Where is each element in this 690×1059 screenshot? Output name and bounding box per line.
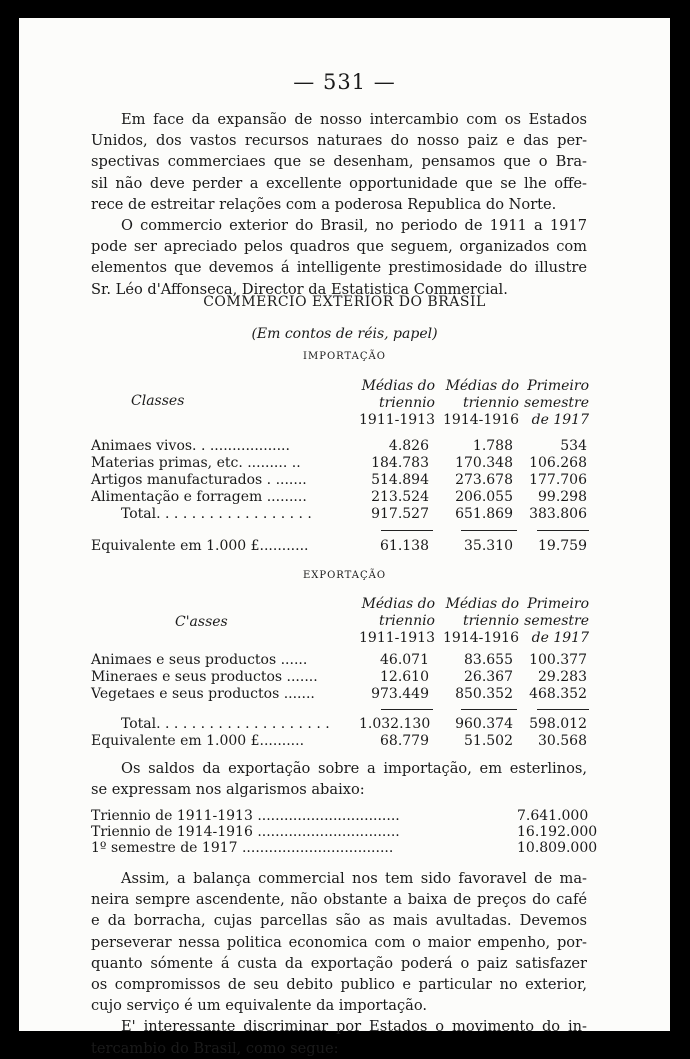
saldos-paragraph xyxy=(91,758,587,800)
section-title: COMMERCIO EXTERIOR DO BRASIL xyxy=(203,294,486,310)
text-line: perseverar nessa politica economica com o maior empenho, por- xyxy=(91,933,587,951)
table-rule xyxy=(461,530,517,531)
export-heading: EXPORTAÇÃO xyxy=(302,570,387,581)
text-line: pode ser apreciado pelos quadros que seguem, organizados com xyxy=(91,238,587,256)
table-rule xyxy=(537,530,589,531)
text-line: O commercio exterior do Brasil, no periodo de 1911 a 1917 xyxy=(121,217,587,235)
document-page xyxy=(19,18,670,1057)
column-header-classes: C'asses xyxy=(175,614,228,630)
table-row: 1º semestre de 1917 .................................. 10.809.000 xyxy=(91,840,598,856)
import-heading: IMPORTAÇÃO xyxy=(303,351,386,362)
column-header-2: Médias do triennio 1914-1916 xyxy=(443,596,519,646)
text-line: tercambio do Brasil, como segue: xyxy=(91,1039,339,1057)
text-line: Em face da expansão de nosso intercambio com os Estados xyxy=(121,111,587,128)
table-row-equivalent: Equivalente em 1.000 £.......... 68.779 51.502 30.568 xyxy=(91,733,587,749)
table-row: Triennio de 1911-1913 ................................ 7.641.000 xyxy=(91,808,589,824)
section-subtitle: (Em contos de réis, papel) xyxy=(251,326,438,342)
column-header-2: Médias do triennio 1914-1916 xyxy=(443,378,519,428)
page-number: — 531 — xyxy=(293,70,396,94)
text-line: E' interessante discriminar por Estados o movimento do in- xyxy=(121,1018,587,1036)
text-line: se expressam nos algarismos abaixo: xyxy=(91,781,365,799)
text-line: Assim, a balança commercial nos tem sido favoravel de ma- xyxy=(121,870,587,887)
table-row: Vegetaes e seus productos ....... 973.449 850.352 468.352 xyxy=(91,686,587,702)
intro-paragraph xyxy=(91,109,587,300)
closing-paragraph xyxy=(91,868,587,1059)
table-rule xyxy=(537,709,589,710)
table-row-total: Total. . . . . . . . . . . . . . . . . . 917.527 651.869 383.806 xyxy=(121,506,587,522)
text-line: neira sempre ascendente, não obstante a baixa de preços do café xyxy=(91,891,587,909)
text-line: Os saldos da exportação sobre a importação, em esterlinos, xyxy=(121,760,587,777)
text-line: Unidos, dos vastos recursos naturaes do nosso paiz e das per- xyxy=(91,132,587,150)
text-line: spectivas commerciaes que se desenham, pensamos que o Bra- xyxy=(91,153,587,171)
table-row: Animaes e seus productos ...... 46.071 83.655 100.377 xyxy=(91,652,587,668)
text-line: rece de estreitar relações com a poderosa Republica do Norte. xyxy=(91,195,557,213)
table-row: Alimentação e forragem ......... 213.524 206.055 99.298 xyxy=(91,489,587,505)
table-row-equivalent: Equivalente em 1.000 £........... 61.138 35.310 19.759 xyxy=(91,538,587,554)
column-header-classes: Classes xyxy=(131,393,185,409)
text-line: e da borracha, cujas parcellas são as mais avultadas. Devemos xyxy=(91,912,587,930)
text-line: Sr. Léo d'Affonseca, Director da Estatistica Commercial. xyxy=(91,280,508,298)
table-row: Materias primas, etc. ......... .. 184.783 170.348 106.268 xyxy=(91,455,587,471)
text-line: quanto sómente á custa da exportação poderá o paiz satisfazer xyxy=(91,954,587,972)
text-line: elementos que devemos á intelligente prestimosidade do illustre xyxy=(91,259,587,277)
text-line: cujo serviço é um equivalente da importação. xyxy=(91,997,428,1015)
table-rule xyxy=(461,709,517,710)
table-rule xyxy=(381,530,433,531)
text-line: sil não deve perder a excellente opportunidade que se lhe offe- xyxy=(91,174,587,192)
column-header-3: Primeiro semestre de 1917 xyxy=(524,378,589,428)
table-row: Animaes vivos. . .................. 4.826 1.788 534 xyxy=(91,438,587,454)
column-header-1: Médias do triennio 1911-1913 xyxy=(359,596,435,646)
text-line: os compromissos de seu debito publico e particular no exterior, xyxy=(91,976,587,994)
table-rule xyxy=(381,709,433,710)
table-row: Artigos manufacturados . ....... 514.894 273.678 177.706 xyxy=(91,472,587,488)
table-row: Mineraes e seus productos ....... 12.610 26.367 29.283 xyxy=(91,669,587,685)
table-row: Triennio de 1914-1916 ................................ 16.192.000 xyxy=(91,824,598,840)
table-row-total: Total. . . . . . . . . . . . . . . . . . . . 1.032.130 960.374 598.012 xyxy=(121,716,587,732)
column-header-1: Médias do triennio 1911-1913 xyxy=(359,378,435,428)
column-header-3: Primeiro semestre de 1917 xyxy=(524,596,589,646)
